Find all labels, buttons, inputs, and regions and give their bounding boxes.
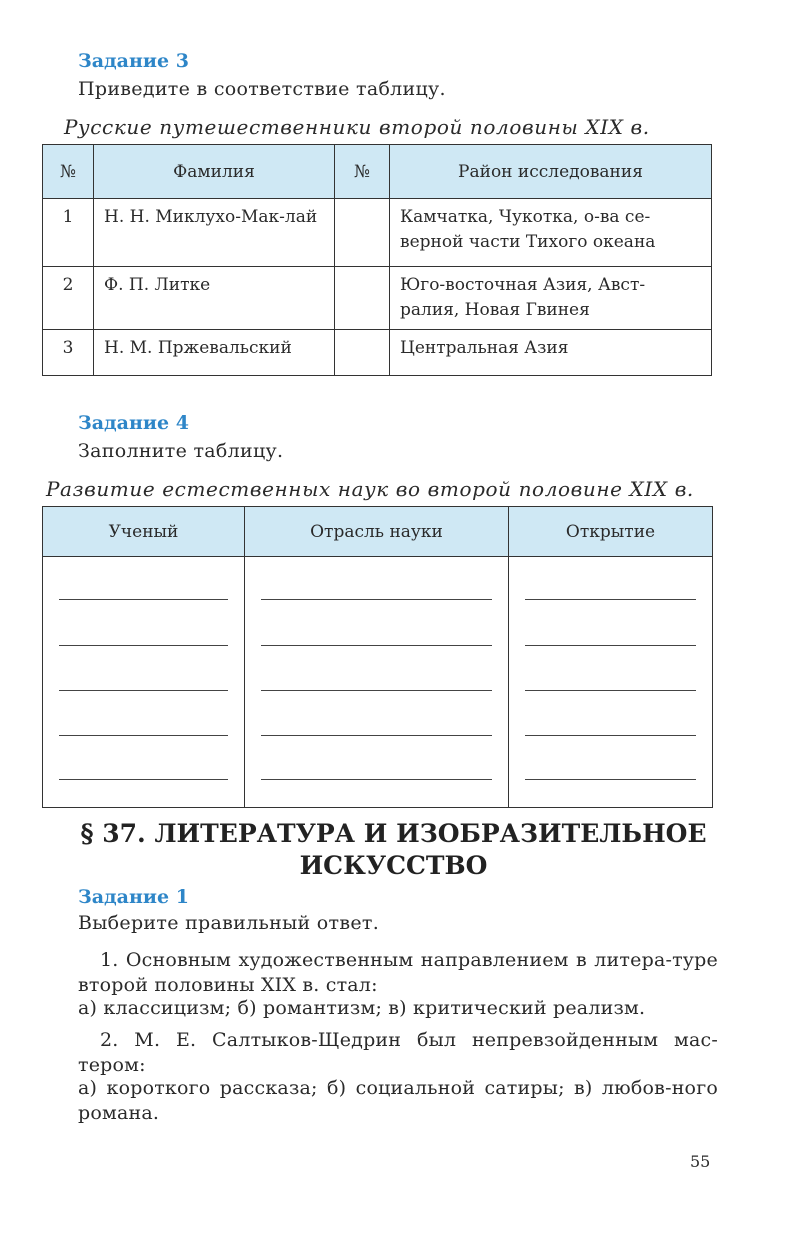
row-name: Н. Н. Миклухо-Мак-лай (94, 199, 335, 267)
fill-line[interactable] (525, 645, 696, 646)
row-num: 2 (43, 267, 94, 330)
travellers-table (42, 144, 712, 376)
fill-line[interactable] (261, 645, 492, 646)
section-title-line1: § 37. ЛИТЕРАТУРА И ИЗОБРАЗИТЕЛЬНОЕ (80, 819, 707, 848)
page-number: 55 (690, 1152, 711, 1171)
sciences-table (42, 506, 713, 808)
header-discovery: Открытие (509, 507, 713, 557)
header-branch: Отрасль науки (245, 507, 509, 557)
row-region: Юго-восточная Азия, Авст-ралия, Новая Гвинея (390, 267, 712, 330)
row-answer-cell[interactable] (335, 199, 390, 267)
discovery-blank-cell[interactable] (509, 557, 713, 808)
fill-line[interactable] (261, 690, 492, 691)
fill-line[interactable] (525, 599, 696, 600)
header-num2: № (335, 145, 390, 199)
fill-line[interactable] (261, 735, 492, 736)
table-row (43, 330, 712, 376)
question-1: 1. Основным художественным направлением в литера-туре второй половины XIX в. стал: (78, 949, 718, 996)
task4-title: Задание 4 (78, 412, 189, 434)
row-region: Камчатка, Чукотка, о-ва се-верной части Тихого океана (390, 199, 712, 267)
fill-line[interactable] (525, 779, 696, 780)
row-answer-cell[interactable] (335, 267, 390, 330)
fill-line[interactable] (261, 599, 492, 600)
fill-line[interactable] (261, 779, 492, 780)
table-row (43, 199, 712, 267)
fill-line[interactable] (525, 735, 696, 736)
table-header-row (43, 507, 713, 557)
row-num: 3 (43, 330, 94, 376)
fill-line[interactable] (59, 645, 228, 646)
task3-table-caption: Русские путешественники второй половины XIX в. (64, 115, 650, 139)
fill-line[interactable] (59, 779, 228, 780)
row-num: 1 (43, 199, 94, 267)
table-row (43, 267, 712, 330)
table-header-row (43, 145, 712, 199)
fill-line[interactable] (59, 599, 228, 600)
table-row (43, 557, 713, 808)
task4-instruction: Заполните таблицу. (78, 440, 284, 462)
row-answer-cell[interactable] (335, 330, 390, 376)
header-surname: Фамилия (94, 145, 335, 199)
row-name: Ф. П. Литке (94, 267, 335, 330)
row-region: Центральная Азия (390, 330, 712, 376)
fill-line[interactable] (59, 735, 228, 736)
branch-blank-cell[interactable] (245, 557, 509, 808)
section-title-line2: ИСКУССТВО (299, 851, 488, 880)
header-num: № (43, 145, 94, 199)
task1-title: Задание 1 (78, 886, 189, 908)
header-scientist: Ученый (43, 507, 245, 557)
question-2: 2. М. Е. Салтыков-Щедрин был непревзойденным мас-тером: (78, 1029, 718, 1076)
task3-instruction: Приведите в соответствие таблицу. (78, 78, 446, 100)
header-region: Район исследования (390, 145, 712, 199)
question-2-answers[interactable]: а) короткого рассказа; б) социальной сатиры; в) любов-ного романа. (78, 1077, 718, 1124)
task4-table-caption: Развитие естественных наук во второй половине XIX в. (46, 477, 694, 501)
task3-title: Задание 3 (78, 50, 189, 72)
task1-instruction: Выберите правильный ответ. (78, 912, 380, 934)
fill-line[interactable] (59, 690, 228, 691)
scientist-blank-cell[interactable] (43, 557, 245, 808)
fill-line[interactable] (525, 690, 696, 691)
question-1-answers[interactable]: а) классицизм; б) романтизм; в) критический реализм. (78, 997, 646, 1019)
row-name: Н. М. Пржевальский (94, 330, 335, 376)
